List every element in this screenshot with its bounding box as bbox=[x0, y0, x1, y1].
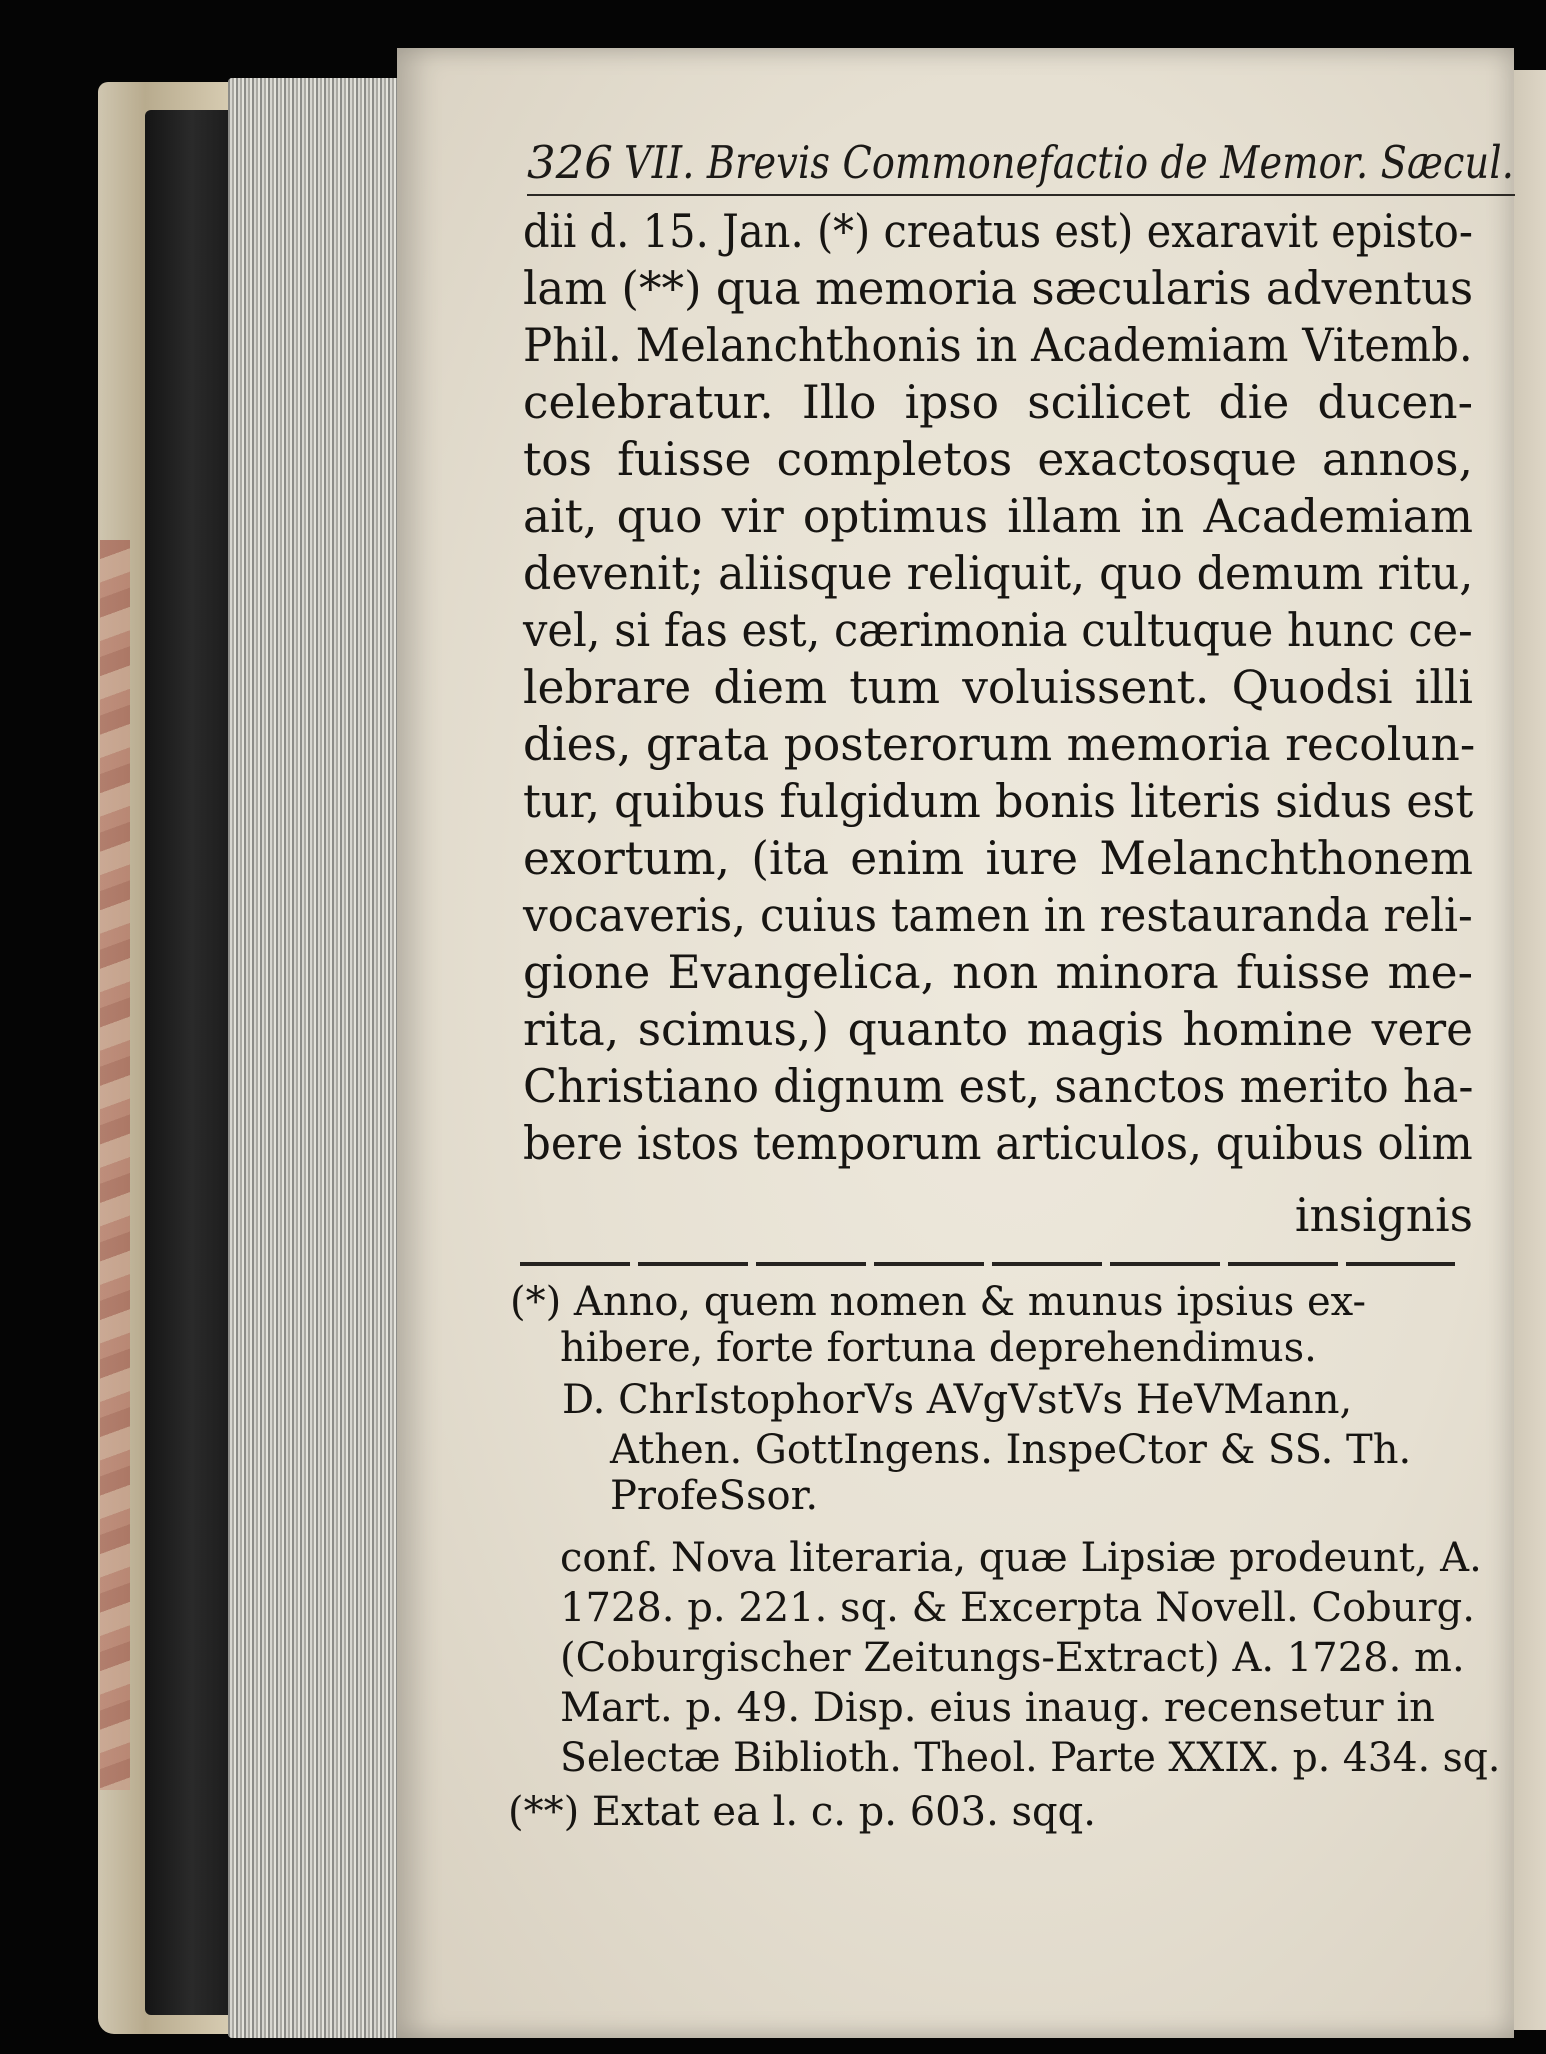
text-line: dii d. 15. Jan. (*) creatus est) exaravit episto- bbox=[523, 205, 1473, 258]
footnote-line: Selectæ Biblioth. Theol. Parte XXIX. p. 434. sq. bbox=[560, 1735, 1501, 1781]
footnote-line: (Coburgischer Zeitungs-Extract) A. 1728. m. bbox=[560, 1635, 1465, 1681]
text-line: dies, grata posterorum memoria recolun- bbox=[523, 718, 1476, 771]
text-line: ait, quo vir optimus illam in Academiam bbox=[523, 490, 1473, 543]
text-line: tos fuisse completos exactosque annos, bbox=[523, 433, 1473, 486]
header-rule bbox=[527, 194, 1515, 196]
running-title: VII. Brevis Commonefactio de Memor. Sæcul. bbox=[624, 136, 1515, 189]
cover-marbled-pattern bbox=[100, 540, 130, 1790]
footnote-line: D. ChrIstophorVs AVgVstVs HeVMann, bbox=[562, 1377, 1353, 1423]
footnote-line: ProfeSsor. bbox=[610, 1473, 819, 1519]
text-line: tur, quibus fulgidum bonis literis sidus est bbox=[523, 775, 1474, 828]
footnote-line: hibere, forte fortuna deprehendimus. bbox=[560, 1325, 1317, 1371]
footnote-line: (*) Anno, quem nomen & munus ipsius ex- bbox=[510, 1279, 1366, 1325]
text-line: Christiano dignum est, sanctos merito ha- bbox=[523, 1060, 1474, 1113]
footnote-line: Athen. GottIngens. InspeCtor & SS. Th. bbox=[610, 1427, 1412, 1473]
text-line: lebrare diem tum voluissent. Quodsi illi bbox=[523, 661, 1473, 714]
footnote-line: conf. Nova literaria, quæ Lipsiæ prodeunt, A. bbox=[560, 1535, 1482, 1581]
facing-page-edge bbox=[1510, 70, 1546, 2030]
footnote-rule bbox=[520, 1262, 1455, 1266]
text-line: devenit; aliisque reliquit, quo demum ritu, bbox=[523, 547, 1474, 600]
book-board-edge bbox=[145, 110, 230, 2015]
text-line: celebratur. Illo ipso scilicet die ducen- bbox=[523, 376, 1473, 429]
footnote-line: 1728. p. 221. sq. & Excerpta Novell. Coburg. bbox=[560, 1585, 1475, 1631]
catchword: insignis bbox=[1294, 1189, 1473, 1242]
page-number: 326 bbox=[527, 136, 613, 189]
text-line: exortum, (ita enim iure Melanchthonem bbox=[523, 832, 1473, 885]
page-edges-stack bbox=[228, 78, 403, 2038]
text-line: gione Evangelica, non minora fuisse me- bbox=[523, 946, 1473, 999]
running-header bbox=[527, 136, 1517, 198]
text-line: rita, scimus,) quanto magis homine vere bbox=[523, 1003, 1473, 1056]
text-line: vocaveris, cuius tamen in restauranda reli- bbox=[523, 889, 1473, 942]
text-line: bere istos temporum articulos, quibus olim bbox=[523, 1117, 1473, 1170]
footnote-line: (**) Extat ea l. c. p. 603. sqq. bbox=[508, 1789, 1096, 1835]
text-line: lam (**) qua memoria sæcularis adventus bbox=[523, 262, 1474, 315]
text-line: Phil. Melanchthonis in Academiam Vitemb. bbox=[523, 319, 1473, 372]
footnote-line: Mart. p. 49. Disp. eius inaug. recensetur in bbox=[560, 1685, 1435, 1731]
text-line: vel, si fas est, cærimonia cultuque hunc ce- bbox=[523, 604, 1473, 657]
